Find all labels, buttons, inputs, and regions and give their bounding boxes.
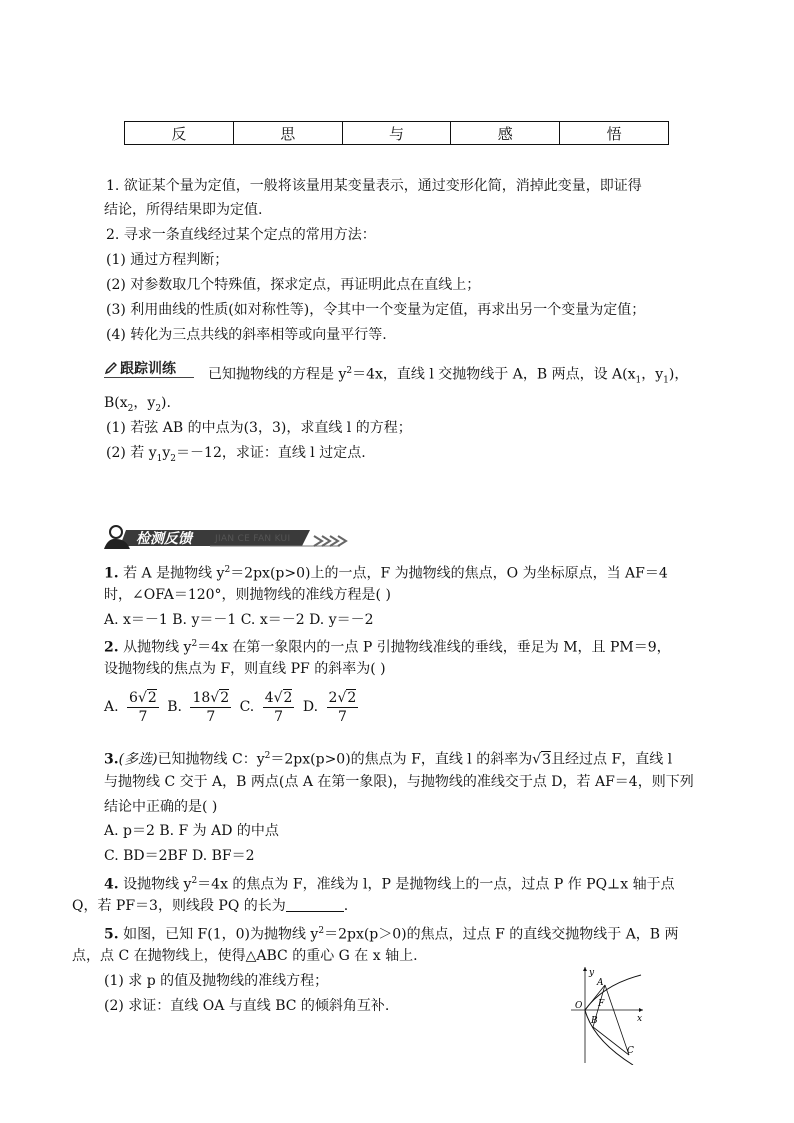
label-f: F [598,999,605,1009]
problem-2: 2. 从抛物线 $y^2=4x$ 在第一象限内的一点 P 引抛物线准线的垂线，垂足为 M，且 PM＝9， [104,639,671,656]
problem-3-cont-2: 结论中正确的是( ) [104,799,218,815]
label-c: C [627,1046,634,1056]
method-1: (1) 通过方程判断； [106,252,229,268]
problem-3-cont: 与抛物线 C 交于 A，B 两点(点 A 在第一象限)，与抛物线的准线交于点 D，若 AF＝4，则下列 [104,774,694,790]
problem-5: 5. 如图，已知 F(1，0)为抛物线 $y^2=2px(p>0)$的焦点，过点 F 的直线交抛物线于 A，B 两 [104,926,679,943]
pen-icon [104,361,118,375]
reflection-header-table [124,121,669,145]
problem-2-cont: 设抛物线的焦点为 F，则直线 PF 的斜率为( ) [104,661,386,677]
fraction: $\frac{18√2}{7}$ [192,689,230,725]
training-stem-cont: $B(x_2$，$y_2$). [104,395,171,414]
parabola-figure [563,965,648,1065]
problem-1: 1. 若 A 是抛物线 $y^2=2px(p>0)$上的一点，F 为抛物线的焦点，O 为坐标原点，当 AF＝4 [104,565,668,582]
problem-4: 4. 设抛物线 $y^2=4x$ 的焦点为 F，准线为 l，P 是抛物线上的一点，过点 P 作 PQ⊥x 轴于点 [104,876,675,893]
label-x: x [637,1014,643,1024]
reflection-point-2: 2. 寻求一条直线经过某个定点的常用方法： [106,227,376,243]
y-axis-arrow [583,967,587,971]
segment-bc [593,1027,629,1055]
fraction: $\frac{6√2}{7}$ [129,689,157,725]
fraction: $\frac{2√2}{7}$ [328,689,357,725]
header-cell: 感 [451,122,560,144]
segment-ac [605,985,629,1055]
header-cell: 反 [125,122,234,144]
banner-subtitle: JIAN CE FAN KUI [215,534,291,544]
problem-5-question-1: (1) 求 p 的值及抛物线的准线方程； [104,973,329,989]
problem-1-cont: 时，∠OFA＝120°，则抛物线的准线方程是( ) [104,587,391,603]
problem-3-options-1: A. p＝2 B. F 为 AD 的中点 [104,823,279,839]
problem-5-question-2: (2) 求证：直线 OA 与直线 BC 的倾斜角互补. [104,998,390,1014]
label-a: A [597,978,604,988]
problem-2-options: A. $\frac{6√2}{7}$ B. $\frac{18√2}{7}$ C. $\frac{4√2}{7}$ D. $\frac{2√2}{7}$ [104,689,357,725]
training-underline [104,377,194,378]
x-axis-arrow [639,1008,643,1012]
label-b: B [591,1016,598,1026]
problem-1-options: A. x＝－1 B. y＝－1 C. x＝－2 D. y＝－2 [104,612,374,628]
reflection-point-1: 1. 欲证某个量为定值，一般将该量用某变量表示，通过变形化简，消掉此变量，即证得 [106,178,642,194]
problem-5-cont: 点，点 C 在抛物线上，使得△ABC 的重心 G 在 x 轴上. [72,948,418,964]
problem-3: 3.(多选)已知抛物线 C：$y^2=2px(p>0)$的焦点为 F，直线 l 的斜率为√3且经过点 F，直线 l [104,751,673,768]
answer-blank[interactable] [286,897,344,912]
method-3: (3) 利用曲线的性质(如对称性等)，令其中一个变量为定值，再求出另一个变量为定值； [106,302,646,318]
label-o: O [575,1001,583,1011]
fraction: $\frac{4√2}{7}$ [264,689,293,725]
training-question-1: (1) 若弦 AB 的中点为(3，3)，求直线 l 的方程； [106,420,412,436]
problem-3-options-2: C. BD＝2BF D. BF＝2 [104,848,255,864]
training-badge [104,358,176,378]
label-y: y [589,968,595,978]
header-cell: 悟 [606,124,622,143]
method-4: (4) 转化为三点共线的斜率相等或向量平行等. [106,327,387,343]
training-question-2: (2) 若 $y_1y_2=-12$，求证：直线 l 过定点. [106,445,366,464]
header-cell: 思 [234,122,343,144]
method-2: (2) 对参数取几个特殊值，探求定点，再证明此点在直线上； [106,277,481,293]
reflection-point-1-cont: 结论，所得结果即为定值. [104,202,263,218]
training-stem: 已知抛物线的方程是 $y^2=4x$，直线 l 交抛物线于 A，B 两点，设 $A(x_1$，$y_1$)， [208,366,689,386]
training-label: 跟踪训练 [120,361,176,377]
header-cell: 与 [343,122,452,144]
problem-4-cont: Q，若 PF＝3，则线段 PQ 的长为 . [72,898,349,914]
test-feedback-banner [100,522,360,552]
banner-title: 检测反馈 [136,531,192,547]
